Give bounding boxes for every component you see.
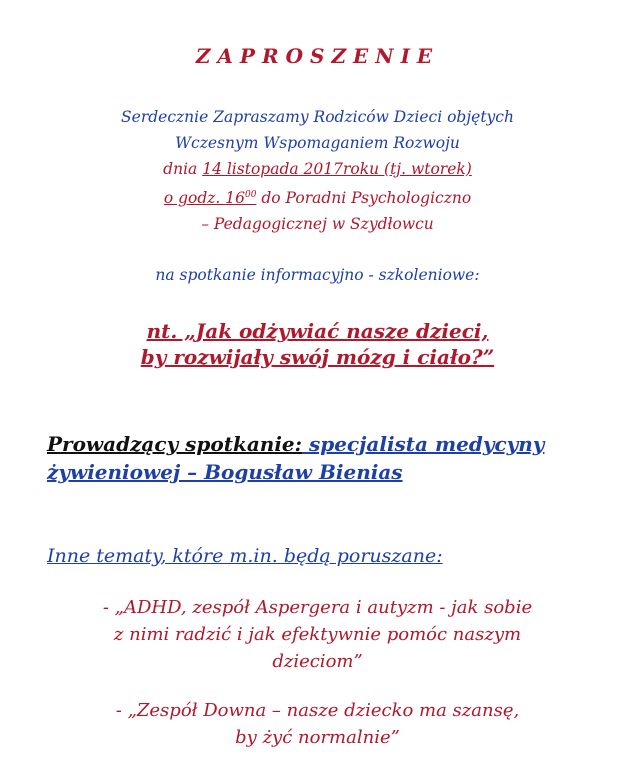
event-date: 14 listopada 2017roku (tj. wtorek) <box>202 160 472 178</box>
host-name: żywieniowej – Bogusław Bienias <box>47 460 403 484</box>
intro-line-3 <box>0 156 635 182</box>
event-venue: do Poradni Psychologiczno <box>256 189 472 208</box>
other-topic-item <box>0 697 635 751</box>
meeting-type-label: na spotkanie informacyjno - szkoleniowe: <box>155 266 480 284</box>
other-topic-line: by żyć normalnie” <box>235 727 400 748</box>
topic-line-1: nt. „Jak odżywiać nasze dzieci, <box>146 319 489 343</box>
topic-line-2: by rozwijały swój mózg i ciało?” <box>140 345 495 369</box>
other-topic-line: z nimi radzić i jak efektywnie pomóc naszym <box>113 624 522 645</box>
intro-line-4 <box>0 182 635 211</box>
event-time-hour: o godz. 16 <box>163 189 245 208</box>
other-topic-line: - „ADHD, zespół Aspergera i autyzm - jak sobie <box>102 597 533 618</box>
date-prefix: dnia <box>163 160 203 178</box>
event-time-minutes: 00 <box>245 190 257 200</box>
other-topics-heading: Inne tematy, które m.in. będą poruszane: <box>47 545 443 567</box>
invitation-title: ZAPROSZENIE <box>195 44 440 68</box>
other-topic-line: dzieciom” <box>272 651 363 672</box>
other-topic-item <box>0 594 635 675</box>
host-label: Prowadzący spotkanie: <box>47 432 303 456</box>
event-time <box>164 189 257 207</box>
host-specialty: specjalista medycyny <box>302 432 545 456</box>
meeting-host <box>47 430 617 486</box>
other-topic-line: - „Zespół Downa – nasze dziecko ma szansę, <box>115 700 520 721</box>
intro-line-5: – Pedagogicznej w Szydłowcu <box>201 215 434 234</box>
host-line-1 <box>47 430 617 458</box>
intro-line-2: Wczesnym Wspomaganiem Rozwoju <box>175 134 460 152</box>
meeting-topic <box>0 318 635 370</box>
invitation-intro <box>0 104 635 237</box>
intro-line-1: Serdecznie Zapraszamy Rodziców Dzieci objętych <box>121 108 514 126</box>
